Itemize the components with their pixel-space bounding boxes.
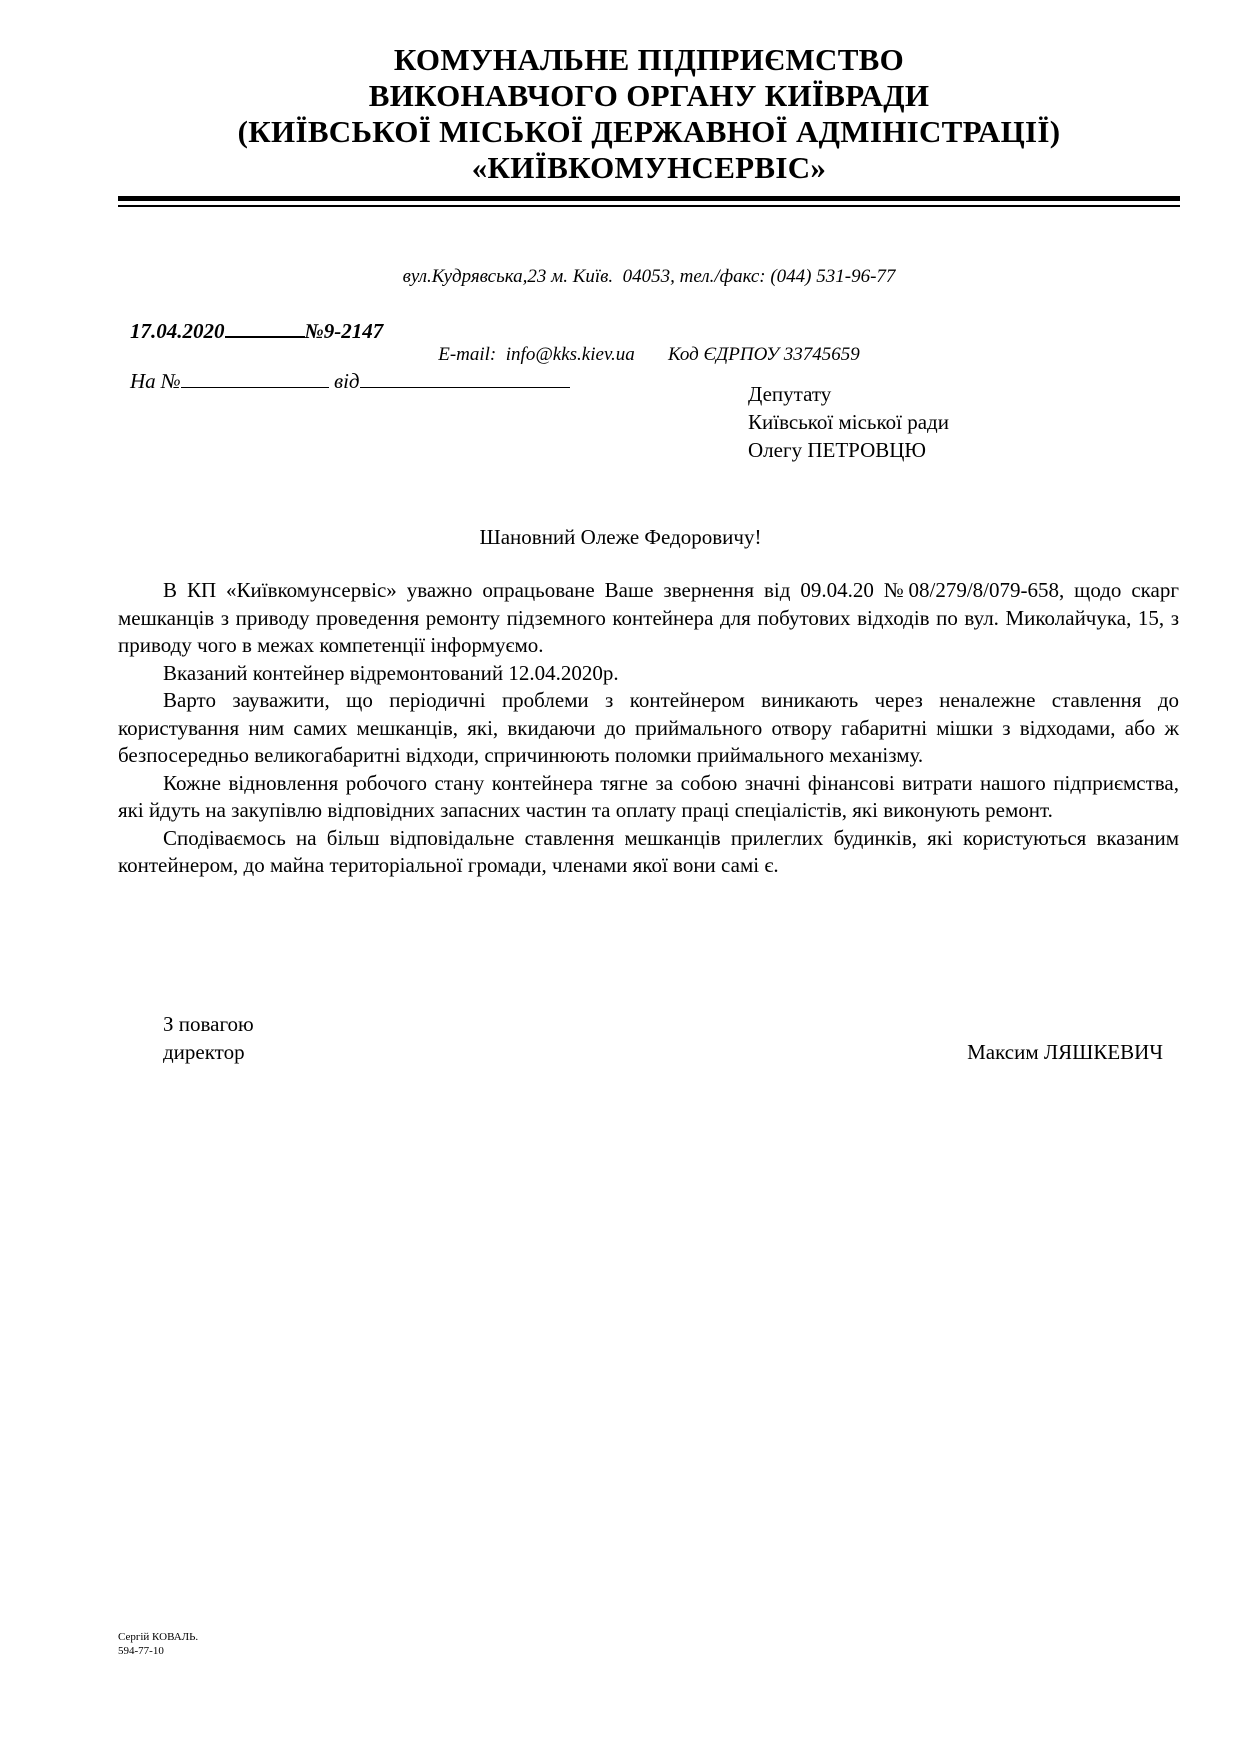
letterhead — [118, 42, 1180, 186]
closing-block — [163, 1010, 254, 1066]
org-name-line-1: КОМУНАЛЬНЕ ПІДПРИЄМСТВО — [393, 42, 905, 77]
outgoing-underline — [225, 318, 305, 338]
executor-info — [118, 1630, 198, 1658]
letter-body — [118, 577, 1179, 880]
org-name-line-3: (КИЇВСЬКОЇ МІСЬКОЇ ДЕРЖАВНОЇ АДМІНІСТРАЦІЇ) — [237, 114, 1061, 149]
outgoing-date: 17.04.2020 — [130, 319, 225, 343]
addressee-line-2: Київської міської ради — [748, 410, 949, 434]
executor-phone: 594-77-10 — [118, 1645, 164, 1657]
incoming-reference — [130, 367, 570, 394]
closing-regards: З повагою — [163, 1012, 254, 1036]
addressee-block — [748, 380, 949, 464]
body-paragraph-1: В КП «Київкомунсервіс» уважно опрацьоване Ваше звернення від 09.04.20 №08/279/8/079-658, щодо скарг мешканців з приводу проведення ремонту підземного контейнера для побутових відходів по вул. Миколайчука, 15, з приводу чого в межах компетенції інформуємо. — [118, 578, 1179, 657]
signer-name: Максим ЛЯШКЕВИЧ — [967, 1040, 1163, 1064]
body-paragraph-4: Кожне відновлення робочого стану контейнера тягне за собою значні фінансові витрати нашого підприємства, які йдуть на закупівлю відповідних запасних частин та оплату праці спеціалістів, які виконують ремонт. — [118, 770, 1179, 822]
incoming-number-label: На № — [130, 369, 181, 393]
incoming-from-label: від — [333, 369, 360, 393]
signer-position: директор — [163, 1040, 245, 1064]
addressee-line-3: Олегу ПЕТРОВЦЮ — [748, 438, 927, 462]
salutation: Шановний Олеже Федоровичу! — [479, 525, 762, 549]
executor-name: Сергій КОВАЛЬ. — [118, 1631, 199, 1643]
org-name-line-2: ВИКОНАВЧОГО ОРГАНУ КИЇВРАДИ — [368, 78, 930, 113]
body-paragraph-3: Варто зауважити, що періодичні проблеми з контейнером виникають через неналежне ставлення до користування ним самих мешканців, які, вкидаючи до приймального отвору габаритні мішки з відходами, або ж безпосередньо великогабаритні відходи, спричинюють поломки приймального механізму. — [118, 688, 1179, 767]
contact-email-code-line: E-mail: info@kks.kiev.ua Код ЄДРПОУ 33745659 — [438, 344, 860, 365]
org-name-line-4: «КИЇВКОМУНСЕРВІС» — [471, 150, 827, 185]
letterhead-divider-thin — [118, 205, 1180, 207]
incoming-number-blank — [181, 367, 329, 388]
contact-address-line: вул.Кудрявська,23 м. Київ. 04053, тел./факс: (044) 531-96-77 — [402, 266, 896, 287]
outgoing-number: №9-2147 — [304, 319, 384, 343]
body-paragraph-5: Сподіваємось на більш відповідальне ставлення мешканців прилеглих будинків, які користуються вказаним контейнером, до майна територіальної громади, членами якої вони самі є. — [118, 825, 1179, 877]
outgoing-reference — [130, 318, 383, 344]
letterhead-divider-thick — [118, 196, 1180, 201]
body-paragraph-2: Вказаний контейнер відремонтований 12.04.2020р. — [163, 660, 619, 685]
incoming-date-blank — [360, 367, 570, 388]
addressee-line-1: Депутату — [748, 382, 832, 406]
